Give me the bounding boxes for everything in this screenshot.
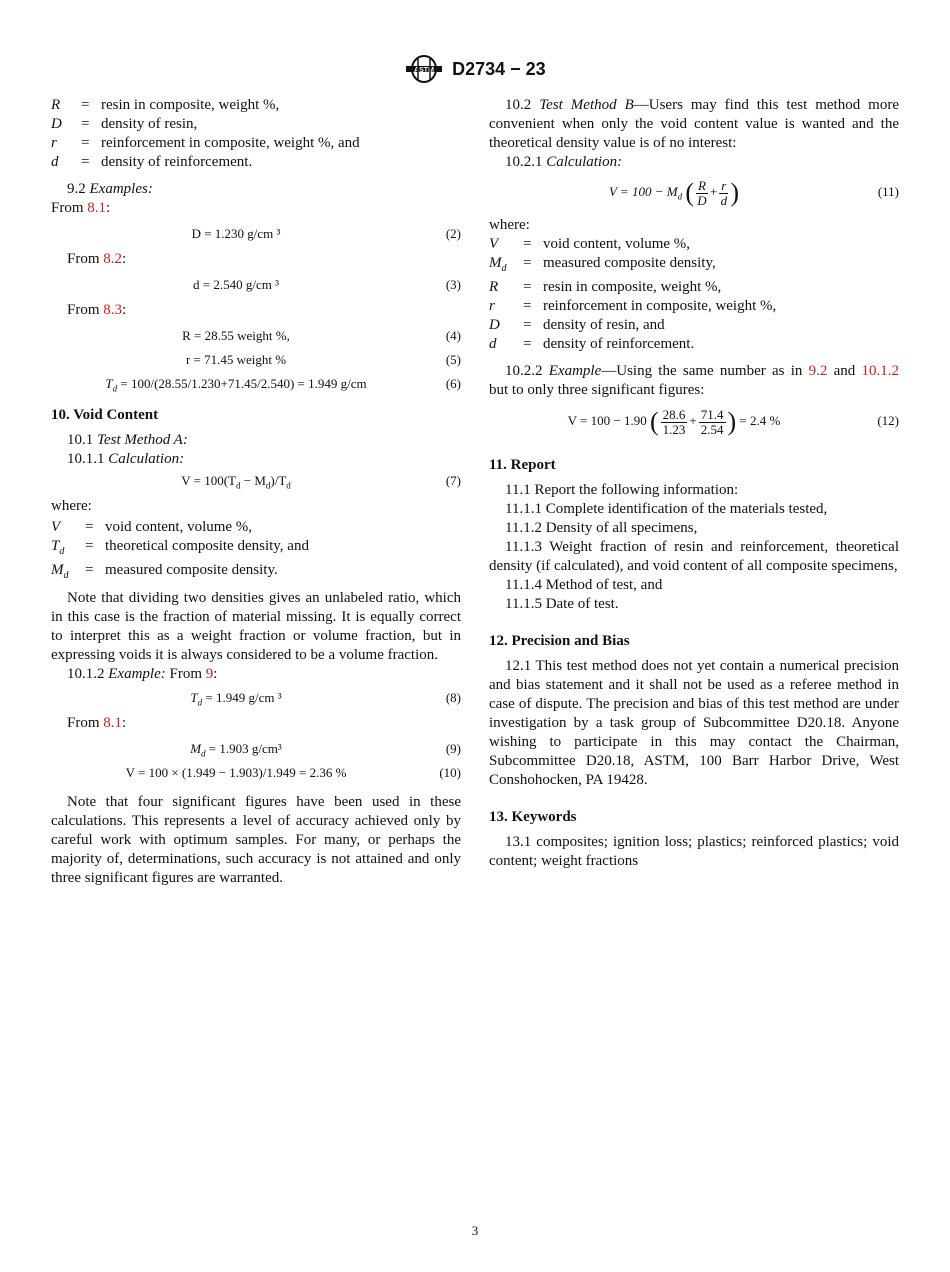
ref-link[interactable]: 9 bbox=[205, 666, 214, 682]
equation-2: D = 1.230 g/cm ³ (2) bbox=[191, 226, 461, 241]
definition-row: D = density of resin, and bbox=[489, 317, 665, 333]
section-10-2: 10.2 Test Method B—Users may find this test method more convenient when only the void content value is wanted and the theoretical density value is of no interest: bbox=[489, 97, 899, 151]
section-10-2-2: 10.2.2 Example—Using the same number as in 9.2 and 10.1.2 but to only three significant figures: bbox=[489, 363, 900, 398]
definition-row: V = void content, volume %, bbox=[489, 236, 691, 252]
from-line: From 8.1: bbox=[51, 200, 111, 216]
left-column bbox=[51, 96, 461, 888]
equation-5: r = 71.45 weight % (5) bbox=[185, 352, 461, 367]
section-12-heading: 12. Precision and Bias bbox=[489, 633, 630, 649]
definitions-list bbox=[489, 235, 899, 354]
section-10-1: 10.1 Test Method A: bbox=[67, 432, 188, 448]
section-13-heading: 13. Keywords bbox=[489, 809, 577, 825]
ref-link[interactable]: 8.2 bbox=[103, 251, 123, 267]
section-11-heading: 11. Report bbox=[489, 457, 556, 473]
section-9-2: 9.2 Examples: bbox=[67, 181, 153, 197]
equation-10: V = 100 × (1.949 − 1.903)/1.949 = 2.36 % (10) bbox=[125, 765, 461, 780]
right-column bbox=[489, 96, 899, 871]
page-header bbox=[0, 55, 950, 83]
definitions-list bbox=[51, 518, 461, 585]
equation-4: R = 28.55 weight %, (4) bbox=[182, 328, 461, 343]
report-item: 11.1.2 Density of all specimens, bbox=[505, 520, 698, 536]
ref-link[interactable]: 9.2 bbox=[808, 363, 828, 379]
definitions-list bbox=[51, 96, 461, 172]
document-code: D2734 − 23 bbox=[452, 58, 546, 79]
precision-paragraph: 12.1 This test method does not yet contain a numerical precision and bias statement and it shall not be used as a referee method in case of dispute. The precision and bias of this test method are under investigation by a task group of Subcommittee D20.18. Anyone wishing to participate in this may contact the Chairman, Subcommittee D20.18, ASTM, 100 Barr Harbor Drive, West Conshohocken, PA 19428. bbox=[489, 658, 899, 788]
where-label: where: bbox=[489, 217, 530, 233]
note-paragraph: Note that dividing two densities gives an unlabeled ratio, which in this case is the fraction of material missing. It is equally correct to interpret this as a weight fraction or volume fraction, but in expressing voids it is always considered to be a volume fraction. bbox=[51, 590, 461, 663]
equation-7: $V = 100(T_d - M_d)/T_d$ (7) bbox=[181, 473, 461, 491]
definition-row: V = void content, volume %, bbox=[51, 519, 253, 535]
equation-6: $T_d = 100/(28.55/1.230+71.45/2.540) = 1.949$ g/cm (6) bbox=[105, 376, 461, 394]
report-list bbox=[489, 481, 899, 614]
from-line: From 8.1: bbox=[67, 715, 127, 731]
definition-row: $T_d$ = theoretical composite density, and bbox=[51, 538, 309, 557]
definition-row: r = reinforcement in composite, weight %, bbox=[489, 298, 777, 314]
from-line: From 8.3: bbox=[67, 302, 127, 318]
definition-row: d = density of reinforcement. bbox=[51, 154, 253, 170]
astm-logo-icon bbox=[404, 55, 444, 83]
ref-link[interactable]: 10.1.2 bbox=[861, 363, 900, 379]
where-label: where: bbox=[51, 498, 92, 514]
page-number: 3 bbox=[471, 1223, 479, 1238]
equation-3: d = 2.540 g/cm ³ (3) bbox=[193, 277, 461, 292]
equation-9: $M_d = 1.903$ g/cm³ (9) bbox=[190, 741, 461, 759]
report-item: 11.1.3 Weight fraction of resin and reinforcement, theoretical density (if calculated), and void content of all composite specimens, bbox=[489, 539, 899, 574]
section-10-heading: 10. Void Content bbox=[51, 407, 159, 423]
definition-row: R = resin in composite, weight %, bbox=[51, 97, 280, 113]
equation-8: $T_d = 1.949$ g/cm ³ (8) bbox=[190, 690, 461, 708]
section-10-1-2: 10.1.2 Example: From 9: bbox=[67, 666, 218, 682]
definition-row: $M_d$ = measured composite density. bbox=[51, 562, 278, 581]
definition-row: D = density of resin, bbox=[51, 116, 198, 132]
report-item: 11.1.5 Date of test. bbox=[505, 596, 619, 612]
keywords-paragraph: 13.1 composites; ignition loss; plastics; reinforced plastics; void content; weight fractions bbox=[489, 834, 899, 869]
ref-link[interactable]: 8.3 bbox=[103, 302, 123, 318]
report-item: 11.1.1 Complete identification of the materials tested, bbox=[505, 501, 828, 517]
definition-row: d = density of reinforcement. bbox=[489, 336, 695, 352]
section-10-1-1: 10.1.1 Calculation: bbox=[67, 451, 185, 467]
report-item: 11.1 Report the following information: bbox=[505, 482, 739, 498]
svg-text:ASTM: ASTM bbox=[414, 67, 435, 74]
definition-row: R = resin in composite, weight %, bbox=[489, 279, 722, 295]
note-paragraph: Note that four significant figures have been used in these calculations. This represents a level of accuracy achieved only by careful work with optimum samples. For many, or perhaps the majority of, determinations, such accuracy is not attained and only three significant figures are warranted. bbox=[51, 794, 461, 886]
from-line: From 8.2: bbox=[67, 251, 127, 267]
section-10-2-1: 10.2.1 Calculation: bbox=[505, 154, 623, 170]
definition-row: $M_d$ = measured composite density, bbox=[489, 255, 716, 274]
equation-12: V = 100 − 1.90 ( $\frac{28.6}{1.23}$ + $\frac{71.4}{2.54}$ ) = 2.4 % (12) bbox=[567, 406, 899, 437]
ref-link[interactable]: 8.1 bbox=[87, 200, 107, 216]
equation-11: $V = 100 - M_d$ ( $\frac{R}{D}$ + $\frac{r}{d}$ ) (11) bbox=[608, 177, 899, 208]
definition-row: r = reinforcement in composite, weight %, and bbox=[51, 135, 360, 151]
ref-link[interactable]: 8.1 bbox=[103, 715, 123, 731]
report-item: 11.1.4 Method of test, and bbox=[505, 577, 663, 593]
